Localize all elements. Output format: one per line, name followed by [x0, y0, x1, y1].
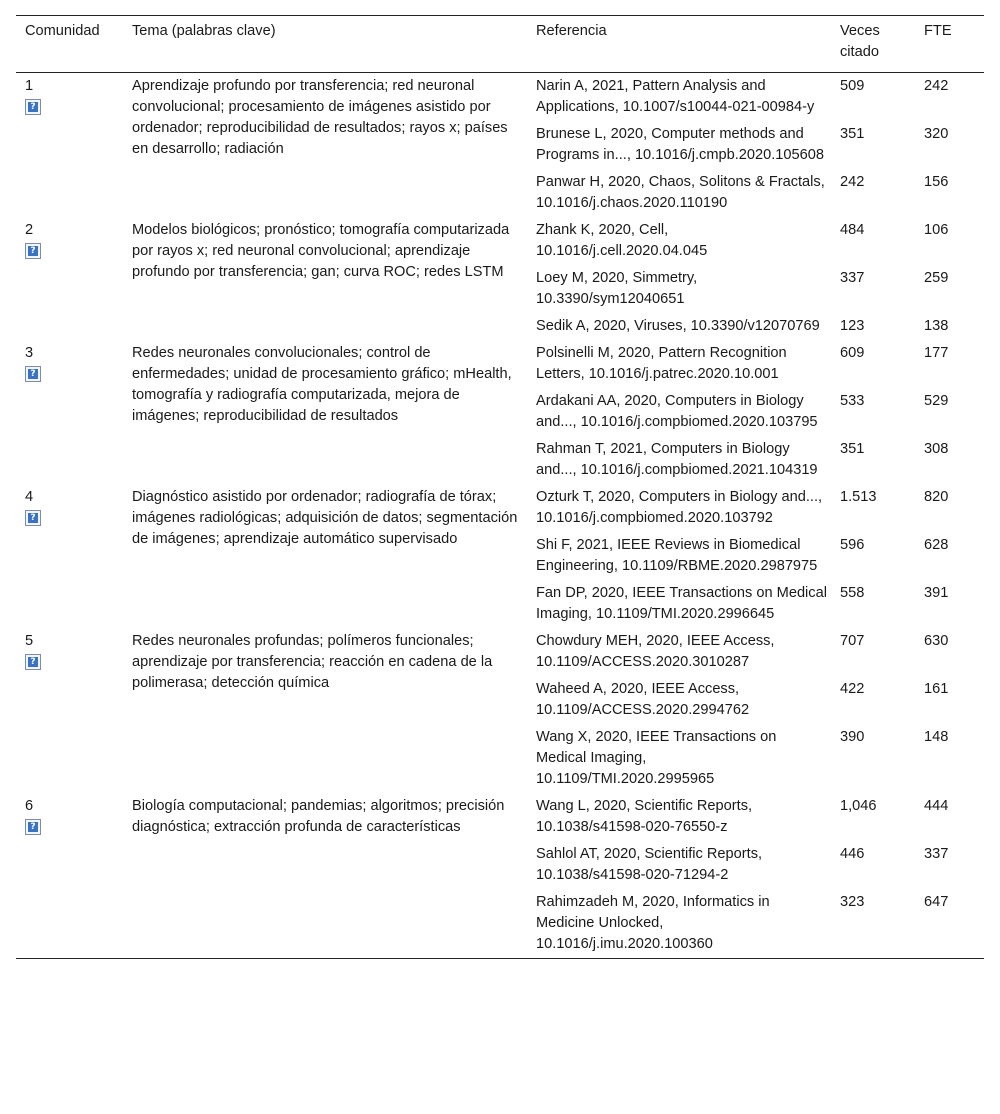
header-cited-line2: citado	[840, 44, 879, 60]
fte-cell: 242	[924, 78, 949, 94]
reference-cell: Fan DP, 2020, IEEE Transactions on Medical Imaging, 10.1109/TMI.2020.2996645	[536, 585, 827, 622]
question-mark-glyph: ?	[28, 513, 38, 523]
cited-cell: 351	[840, 126, 865, 142]
reference-cell: Ardakani AA, 2020, Computers in Biology and..., 10.1016/j.compbiomed.2020.103795	[536, 393, 818, 430]
table-header	[16, 16, 984, 73]
reference-cell: Brunese L, 2020, Computer methods and Programs in..., 10.1016/j.cmpb.2020.105608	[536, 126, 825, 163]
cited-cell: 707	[840, 633, 865, 649]
fte-cell: 308	[924, 441, 949, 457]
community-number: 3	[25, 345, 34, 361]
fte-cell: 647	[924, 894, 949, 910]
fte-cell: 630	[924, 633, 949, 649]
reference-cell: Wang X, 2020, IEEE Transactions on Medical Imaging, 10.1109/TMI.2020.2995965	[536, 729, 777, 787]
cited-cell: 351	[840, 441, 865, 457]
question-mark-glyph: ?	[28, 657, 38, 667]
table-row	[16, 793, 984, 841]
fte-cell: 161	[924, 681, 949, 697]
fte-cell: 444	[924, 798, 949, 814]
table-row	[16, 217, 984, 265]
header-community: Comunidad	[25, 23, 100, 39]
cited-cell: 484	[840, 222, 865, 238]
table-body	[16, 73, 984, 959]
question-mark-glyph: ?	[28, 102, 38, 112]
communities-table	[16, 15, 984, 959]
reference-cell: Narin A, 2021, Pattern Analysis and Applications, 10.1007/s10044-021-00984-y	[536, 78, 815, 115]
fte-cell: 106	[924, 222, 949, 238]
fte-cell: 820	[924, 489, 949, 505]
topic-cell: Redes neuronales profundas; polímeros funcionales; aprendizaje por transferencia; reacción en cadena de la polimerasa; detección química	[132, 633, 493, 691]
reference-cell: Loey M, 2020, Simmetry, 10.3390/sym12040651	[536, 270, 698, 307]
help-icon[interactable]	[25, 510, 41, 526]
table-row	[16, 628, 984, 676]
header-reference: Referencia	[536, 23, 607, 39]
fte-cell: 337	[924, 846, 949, 862]
question-mark-glyph: ?	[28, 822, 38, 832]
fte-cell: 320	[924, 126, 949, 142]
help-icon[interactable]	[25, 366, 41, 382]
community-cell	[16, 340, 123, 484]
help-icon[interactable]	[25, 99, 41, 115]
cited-cell: 509	[840, 78, 865, 94]
header-cited	[831, 16, 915, 73]
cited-cell: 446	[840, 846, 865, 862]
cited-cell: 609	[840, 345, 865, 361]
table-row	[16, 484, 984, 532]
community-number: 2	[25, 222, 34, 238]
reference-cell: Sedik A, 2020, Viruses, 10.3390/v12070769	[536, 318, 820, 334]
header-topic: Tema (palabras clave)	[132, 23, 276, 39]
topic-cell: Aprendizaje profundo por transferencia; red neuronal convolucional; procesamiento de imágenes asistido por ordenador; reproducibilidad de resultados; rayos x; países en desarrollo; radiación	[132, 78, 508, 157]
reference-cell: Waheed A, 2020, IEEE Access, 10.1109/ACCESS.2020.2994762	[536, 681, 750, 718]
cited-cell: 242	[840, 174, 865, 190]
community-cell	[16, 628, 123, 793]
fte-cell: 628	[924, 537, 949, 553]
question-mark-glyph: ?	[28, 246, 38, 256]
cited-cell: 558	[840, 585, 865, 601]
reference-cell: Zhank K, 2020, Cell, 10.1016/j.cell.2020.04.045	[536, 222, 708, 259]
fte-cell: 177	[924, 345, 949, 361]
reference-cell: Ozturk T, 2020, Computers in Biology and..., 10.1016/j.compbiomed.2020.103792	[536, 489, 823, 526]
reference-cell: Sahlol AT, 2020, Scientific Reports, 10.1038/s41598-020-71294-2	[536, 846, 763, 883]
community-number: 1	[25, 78, 34, 94]
topic-cell: Modelos biológicos; pronóstico; tomografía computarizada por rayos x; red neuronal convolucional; aprendizaje profundo por transferencia; gan; curva ROC; redes LSTM	[132, 222, 510, 280]
cited-cell: 337	[840, 270, 865, 286]
community-cell	[16, 484, 123, 628]
fte-cell: 529	[924, 393, 949, 409]
reference-cell: Rahimzadeh M, 2020, Informatics in Medicine Unlocked, 10.1016/j.imu.2020.100360	[536, 894, 770, 952]
cited-cell: 123	[840, 318, 865, 334]
topic-cell: Biología computacional; pandemias; algoritmos; precisión diagnóstica; extracción profunda de características	[132, 798, 505, 835]
reference-cell: Rahman T, 2021, Computers in Biology and..., 10.1016/j.compbiomed.2021.104319	[536, 441, 818, 478]
reference-cell: Polsinelli M, 2020, Pattern Recognition Letters, 10.1016/j.patrec.2020.10.001	[536, 345, 787, 382]
topic-cell: Diagnóstico asistido por ordenador; radiografía de tórax; imágenes radiológicas; adquisición de datos; segmentación de imágenes; aprendizaje automático supervisado	[132, 489, 518, 547]
cited-cell: 390	[840, 729, 865, 745]
help-icon[interactable]	[25, 819, 41, 835]
fte-cell: 148	[924, 729, 949, 745]
community-cell	[16, 217, 123, 340]
fte-cell: 156	[924, 174, 949, 190]
community-cell	[16, 73, 123, 218]
topic-cell: Redes neuronales convolucionales; control de enfermedades; unidad de procesamiento gráfico; mHealth, tomografía y radiografía computarizada, mejora de imágenes; reproducibilidad de resultados	[132, 345, 512, 424]
header-cited-line1: Veces	[840, 23, 880, 39]
cited-cell: 1,046	[840, 798, 877, 814]
community-number: 5	[25, 633, 34, 649]
cited-cell: 596	[840, 537, 865, 553]
help-icon[interactable]	[25, 654, 41, 670]
reference-cell: Wang L, 2020, Scientific Reports, 10.1038/s41598-020-76550-z	[536, 798, 753, 835]
cited-cell: 533	[840, 393, 865, 409]
cited-cell: 422	[840, 681, 865, 697]
header-fte: FTE	[924, 23, 952, 39]
help-icon[interactable]	[25, 243, 41, 259]
reference-cell: Panwar H, 2020, Chaos, Solitons & Fractals, 10.1016/j.chaos.2020.110190	[536, 174, 825, 211]
community-number: 6	[25, 798, 34, 814]
community-number: 4	[25, 489, 34, 505]
fte-cell: 391	[924, 585, 949, 601]
reference-cell: Shi F, 2021, IEEE Reviews in Biomedical Engineering, 10.1109/RBME.2020.2987975	[536, 537, 818, 574]
table-row	[16, 340, 984, 388]
reference-cell: Chowdury MEH, 2020, IEEE Access, 10.1109/ACCESS.2020.3010287	[536, 633, 775, 670]
cited-cell: 323	[840, 894, 865, 910]
table-row	[16, 73, 984, 122]
cited-cell: 1.513	[840, 489, 877, 505]
community-cell	[16, 793, 123, 959]
fte-cell: 259	[924, 270, 949, 286]
fte-cell: 138	[924, 318, 949, 334]
question-mark-glyph: ?	[28, 369, 38, 379]
